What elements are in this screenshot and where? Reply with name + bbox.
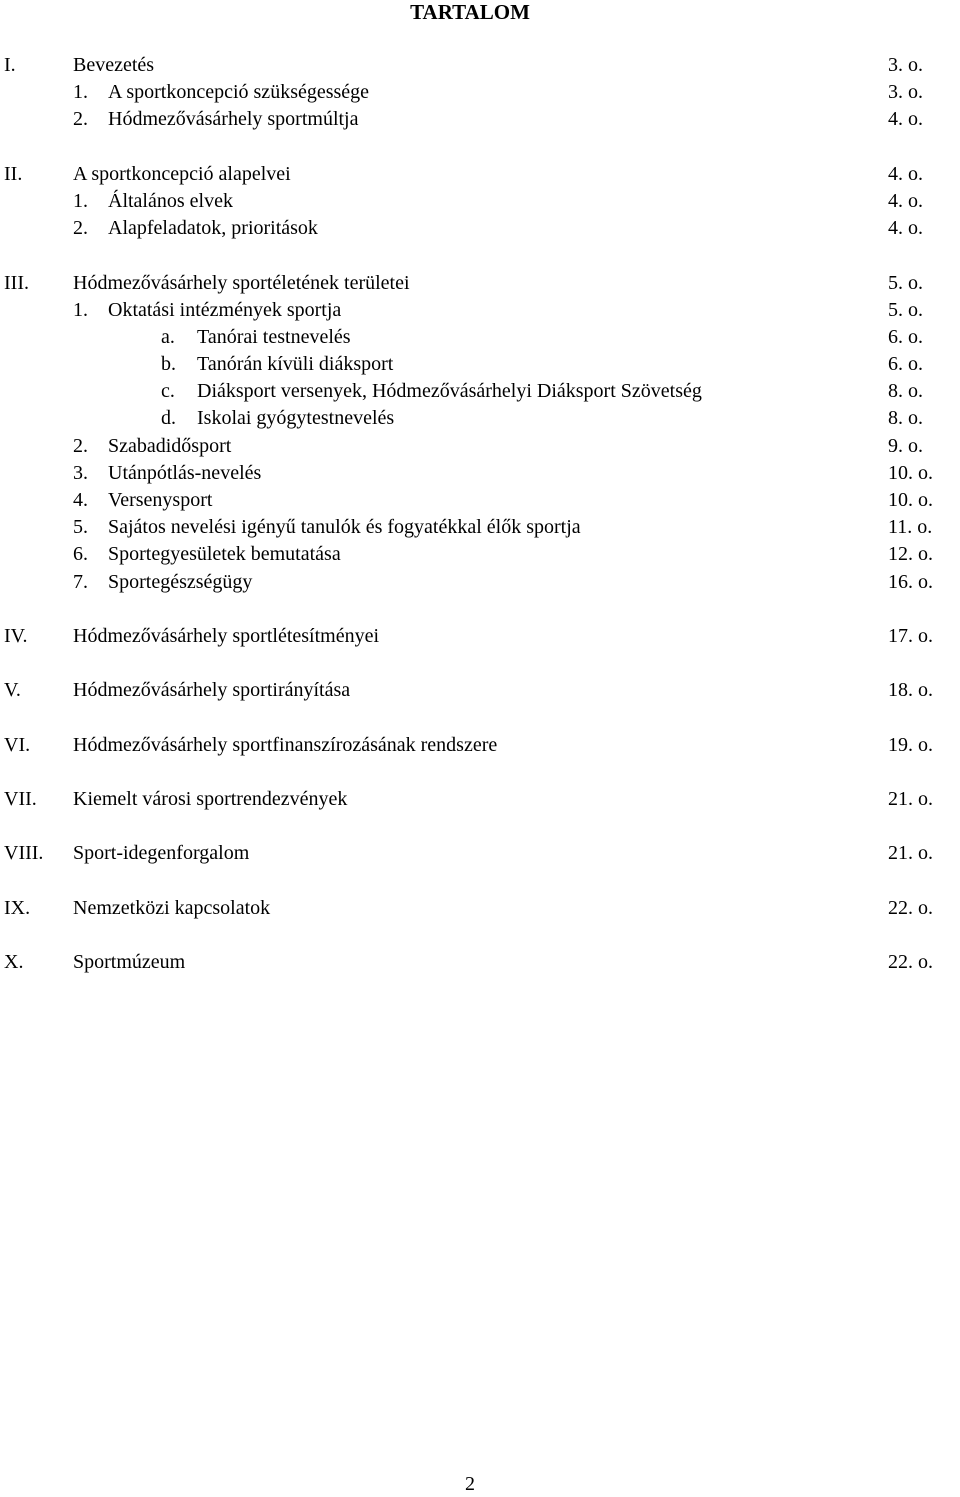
- item-title: Szabadidősport: [108, 434, 232, 457]
- item-number: 1.: [73, 81, 88, 104]
- item-title: Sajátos nevelési igényű tanulók és fogyatékkal élők sportja: [108, 516, 581, 539]
- page-reference: 18. o.: [888, 679, 933, 702]
- toc-item: [0, 433, 960, 460]
- item-number: 5.: [73, 516, 88, 539]
- item-number: 2.: [73, 434, 88, 457]
- page-reference: 21. o.: [888, 788, 933, 811]
- subitem-letter: b.: [161, 353, 176, 376]
- section-numeral: VII.: [4, 788, 37, 811]
- table-of-contents: [0, 52, 960, 976]
- page-reference: 5. o.: [888, 271, 923, 294]
- toc-item: [0, 487, 960, 514]
- section-title: Nemzetközi kapcsolatok: [73, 896, 271, 919]
- item-number: 4.: [73, 489, 88, 511]
- toc-subitem: [0, 378, 960, 405]
- toc-item: [0, 106, 960, 133]
- page-reference: 4. o.: [888, 162, 923, 185]
- page-reference: 9. o.: [888, 434, 923, 457]
- document-title: TARTALOM: [410, 0, 530, 24]
- item-number: 1.: [73, 298, 88, 321]
- section-numeral: III.: [4, 271, 29, 294]
- page-reference: 6. o.: [888, 325, 923, 348]
- section-title: Hódmezővásárhely sportéletének területei: [73, 271, 410, 294]
- section-title: Hódmezővásárhely sportlétesítményei: [73, 624, 380, 647]
- subitem-letter: d.: [161, 407, 176, 430]
- item-title: Oktatási intézmények sportja: [108, 298, 342, 321]
- section-numeral: X.: [4, 951, 24, 974]
- subitem-title: Tanórán kívüli diáksport: [197, 353, 394, 376]
- section-numeral: II.: [4, 162, 23, 185]
- section-title: Kiemelt városi sportrendezvények: [73, 788, 348, 811]
- page-reference: 4. o.: [888, 217, 923, 240]
- section-title: Hódmezővásárhely sportirányítása: [73, 679, 351, 702]
- toc-subitem: [0, 324, 960, 351]
- page-reference: 17. o.: [888, 624, 933, 647]
- page-reference: 4. o.: [888, 108, 923, 131]
- item-number: 6.: [73, 543, 88, 566]
- page-reference: 12. o.: [888, 543, 933, 566]
- item-title: A sportkoncepció szükségessége: [108, 81, 370, 104]
- toc-item: [0, 297, 960, 324]
- item-title: Utánpótlás-nevelés: [108, 461, 262, 484]
- subitem-title: Tanórai testnevelés: [197, 325, 351, 348]
- toc-section: [0, 623, 960, 650]
- page-reference: 22. o.: [888, 896, 933, 919]
- page-reference: 8. o.: [888, 407, 923, 430]
- toc-section: [0, 949, 960, 976]
- toc-item: [0, 215, 960, 242]
- section-title: Hódmezővásárhely sportfinanszírozásának rendszere: [73, 733, 498, 756]
- toc-section: [0, 732, 960, 759]
- toc-section: [0, 840, 960, 867]
- item-title: Sportegyesületek bemutatása: [108, 543, 341, 566]
- toc-item: [0, 514, 960, 541]
- page-reference: 11. o.: [888, 516, 933, 539]
- item-number: 2.: [73, 217, 88, 240]
- section-numeral: V.: [4, 679, 21, 702]
- item-title: Versenysport: [108, 489, 213, 511]
- page-number: 2: [465, 1473, 475, 1495]
- page-reference: 21. o.: [888, 842, 933, 865]
- item-number: 2.: [73, 108, 88, 131]
- subitem-title: Iskolai gyógytestnevelés: [197, 407, 395, 430]
- section-numeral: VI.: [4, 733, 31, 756]
- toc-item: [0, 569, 960, 596]
- page-reference: 8. o.: [888, 380, 923, 403]
- page-reference: 10. o.: [888, 489, 933, 511]
- item-number: 3.: [73, 461, 88, 484]
- toc-section: [0, 161, 960, 188]
- toc-section: [0, 895, 960, 922]
- toc-item: [0, 79, 960, 106]
- item-number: 1.: [73, 189, 88, 212]
- page-reference: 22. o.: [888, 951, 933, 974]
- toc-item: [0, 188, 960, 215]
- page-reference: 19. o.: [888, 733, 933, 756]
- item-title: Hódmezővásárhely sportmúltja: [108, 108, 359, 131]
- section-numeral: IX.: [4, 896, 31, 919]
- subitem-letter: a.: [161, 325, 175, 348]
- toc-item: [0, 541, 960, 568]
- section-numeral: I.: [4, 54, 16, 76]
- page-reference: 6. o.: [888, 353, 923, 376]
- section-title: Bevezetés: [73, 54, 155, 76]
- page-reference: 3. o.: [888, 54, 923, 76]
- subitem-letter: c.: [161, 380, 175, 403]
- page-reference: 10. o.: [888, 461, 933, 484]
- section-title: Sportmúzeum: [73, 951, 186, 974]
- item-title: Sportegészségügy: [108, 570, 253, 593]
- toc-section: [0, 270, 960, 297]
- section-title: Sport-idegenforgalom: [73, 842, 250, 865]
- toc-section: [0, 677, 960, 704]
- item-title: Alapfeladatok, prioritások: [108, 217, 318, 240]
- toc-section: [0, 52, 960, 79]
- page-reference: 5. o.: [888, 298, 923, 321]
- section-numeral: VIII.: [4, 842, 44, 865]
- page-reference: 4. o.: [888, 189, 923, 212]
- section-numeral: IV.: [4, 624, 28, 647]
- toc-item: [0, 460, 960, 487]
- page-reference: 16. o.: [888, 570, 933, 593]
- page-reference: 3. o.: [888, 81, 923, 104]
- toc-subitem: [0, 405, 960, 432]
- item-number: 7.: [73, 570, 88, 593]
- item-title: Általános elvek: [108, 189, 233, 212]
- toc-section: [0, 786, 960, 813]
- section-title: A sportkoncepció alapelvei: [73, 162, 291, 185]
- toc-subitem: [0, 351, 960, 378]
- subitem-title: Diáksport versenyek, Hódmezővásárhelyi Diáksport Szövetség: [197, 380, 702, 403]
